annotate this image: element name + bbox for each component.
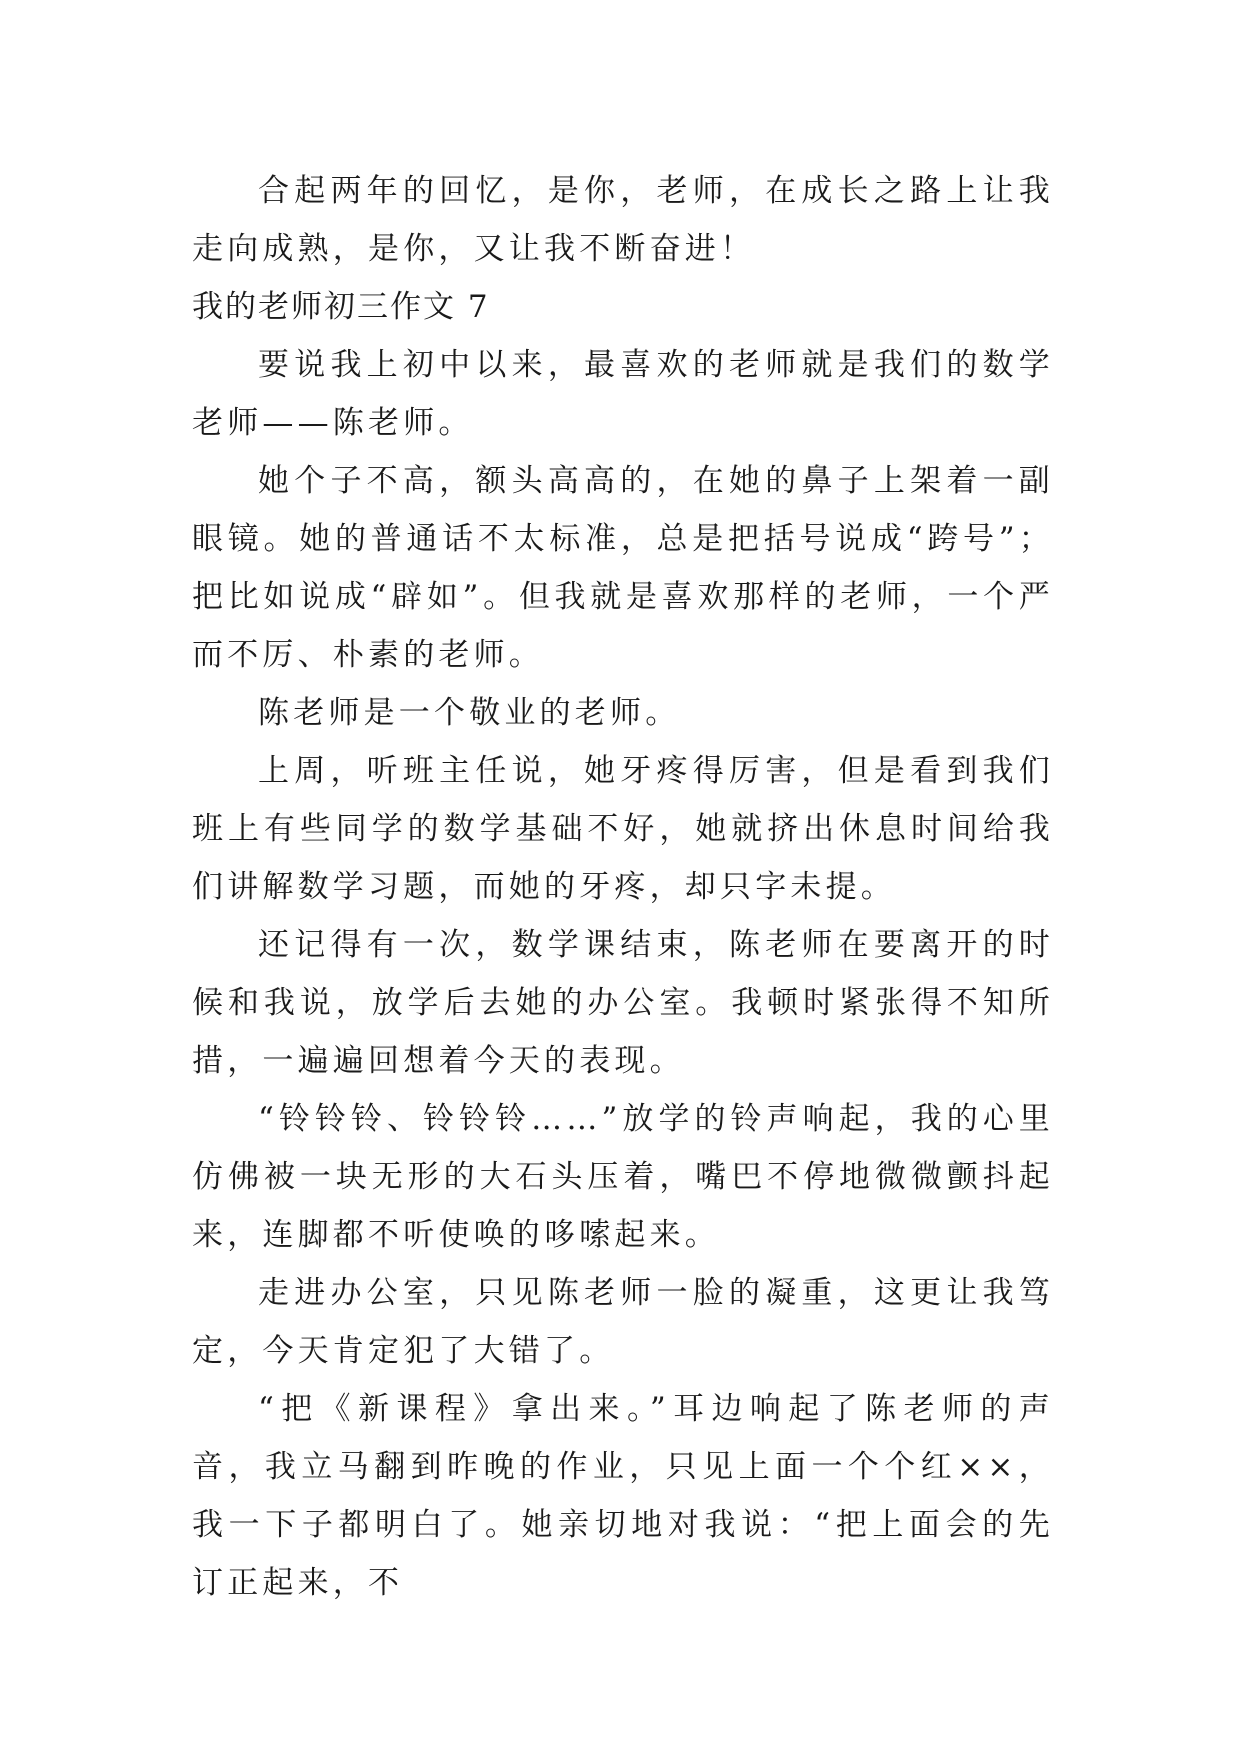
paragraph: “铃铃铃、铃铃铃……”放学的铃声响起，我的心里仿佛被一块无形的大石头压着，嘴巴不停地微微颤抖起来，连脚都不听使唤的哆嗦起来。 [192,1101,1054,1253]
paragraph: 走进办公室，只见陈老师一脸的凝重，这更让我笃定，今天肯定犯了大错了。 [192,1275,1054,1369]
paragraph: 合起两年的回忆，是你，老师，在成长之路上让我走向成熟，是你，又让我不断奋进！ [192,173,1054,267]
paragraph: 还记得有一次，数学课结束，陈老师在要离开的时候和我说，放学后去她的办公室。我顿时紧张得不知所措，一遍遍回想着今天的表现。 [192,927,1054,1079]
section-heading: 我的老师初三作文 7 [192,289,490,325]
paragraph: 她个子不高，额头高高的，在她的鼻子上架着一副眼镜。她的普通话不太标准，总是把括号说成“跨号”；把比如说成“辟如”。但我就是喜欢那样的老师，一个严而不厉、朴素的老师。 [192,463,1054,673]
paragraph: 上周，听班主任说，她牙疼得厉害，但是看到我们班上有些同学的数学基础不好，她就挤出休息时间给我们讲解数学习题，而她的牙疼，却只字未提。 [192,753,1054,905]
paragraph: “把《新课程》拿出来。”耳边响起了陈老师的声音，我立马翻到昨晚的作业，只见上面一个个红××，我一下子都明白了。她亲切地对我说：“把上面会的先订正起来，不 [192,1391,1054,1601]
paragraph: 要说我上初中以来，最喜欢的老师就是我们的数学老师——陈老师。 [192,347,1054,441]
document-page [192,162,1054,1612]
paragraph: 陈老师是一个敬业的老师。 [258,695,681,731]
